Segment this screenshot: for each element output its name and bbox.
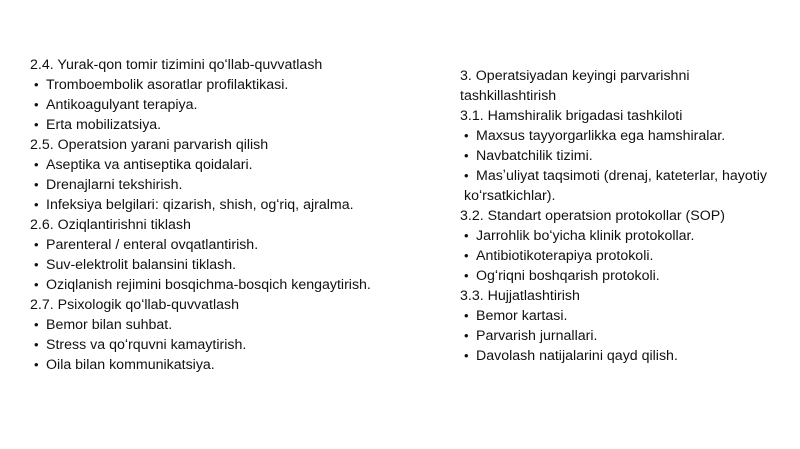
list-item: • Erta mobilizatsiya.: [30, 115, 430, 135]
section-heading-3: 3. Operatsiyadan keyingi parvarishni tashkillashtirish: [460, 68, 690, 104]
section-heading-2-4: 2.4. Yurak-qon tomir tizimini qoʻllab-quvvatlash: [30, 57, 323, 73]
list-item: • Tromboembolik asoratlar profilaktikasi.: [30, 75, 430, 95]
list-item: • Parvarish jurnallari.: [460, 326, 790, 346]
list-item: • Bemor kartasi.: [460, 306, 790, 326]
list-item: • Oila bilan kommunikatsiya.: [30, 355, 430, 375]
list-item: • Infeksiya belgilari: qizarish, shish, ogʻriq, ajralma.: [30, 195, 430, 215]
left-column: [30, 55, 430, 375]
list-item: • Davolash natijalarini qayd qilish.: [460, 346, 790, 366]
list-item: • Antikoagulyant terapiya.: [30, 95, 430, 115]
section-heading-2-5: 2.5. Operatsion yarani parvarish qilish: [30, 137, 269, 153]
list-item: • Bemor bilan suhbat.: [30, 315, 430, 335]
section-heading-3-1: 3.1. Hamshiralik brigadasi tashkiloti: [460, 108, 683, 124]
section-heading-2-6: 2.6. Oziqlantirishni tiklash: [30, 217, 191, 233]
list-item: • Ogʻriqni boshqarish protokoli.: [460, 266, 790, 286]
list-item: • Drenajlarni tekshirish.: [30, 175, 430, 195]
list-item: • Jarrohlik boʻyicha klinik protokollar.: [460, 226, 790, 246]
list-item: • Aseptika va antiseptika qoidalari.: [30, 155, 430, 175]
list-item: • Maxsus tayyorgarlikka ega hamshiralar.: [460, 126, 790, 146]
section-heading-2-7: 2.7. Psixologik qoʻllab-quvvatlash: [30, 297, 239, 313]
list-item: • Suv-elektrolit balansini tiklash.: [30, 255, 430, 275]
list-item: • Masʼuliyat taqsimoti (drenaj, kateterlar, hayotiy koʻrsatkichlar).: [460, 166, 784, 206]
right-column: [460, 66, 790, 366]
list-item: • Navbatchilik tizimi.: [460, 146, 790, 166]
list-item: • Antibiotikoterapiya protokoli.: [460, 246, 790, 266]
section-heading-3-3: 3.3. Hujjatlashtirish: [460, 288, 580, 304]
list-item: • Oziqlanish rejimini bosqichma-bosqich kengaytirish.: [30, 275, 430, 295]
section-heading-3-2: 3.2. Standart operatsion protokollar (SOP): [460, 208, 725, 224]
list-item: • Parenteral / enteral ovqatlantirish.: [30, 235, 430, 255]
list-item: • Stress va qoʻrquvni kamaytirish.: [30, 335, 430, 355]
